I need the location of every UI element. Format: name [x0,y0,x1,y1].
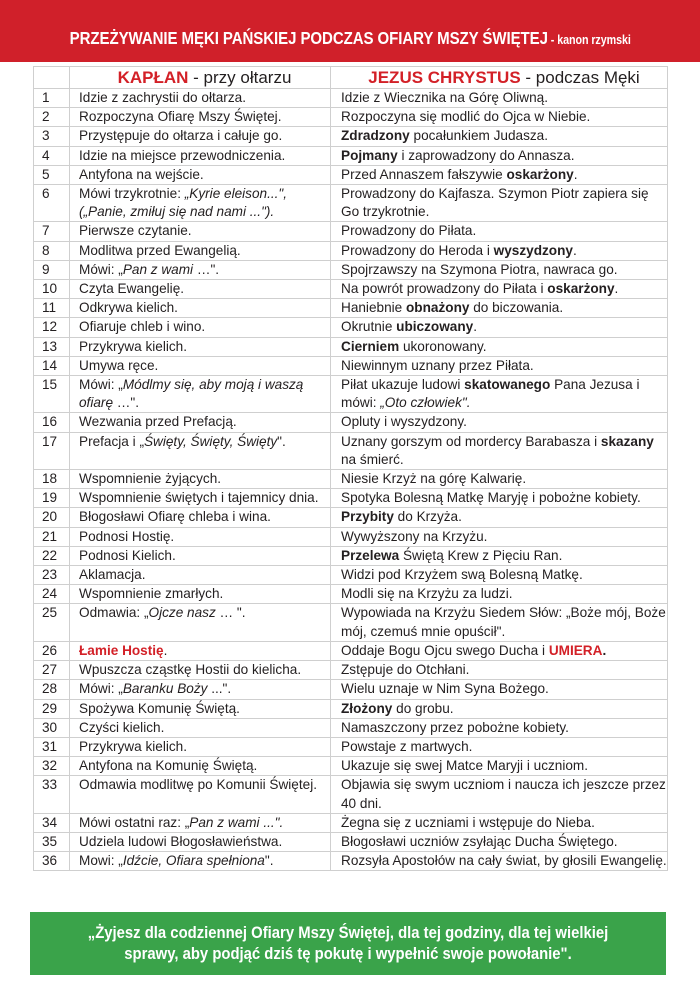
jesus-text-segment: Pojmany [341,147,398,163]
priest-action-cell [70,737,331,756]
priest-text-segment: Mówi ostatni raz: „ [79,814,190,830]
jesus-text-segment: . [602,642,607,658]
priest-action-cell [70,661,331,680]
jesus-action-cell [331,757,668,776]
row-number: 6 [34,185,70,222]
table-row [34,737,668,756]
priest-action-cell [70,260,331,279]
table-row [34,376,668,413]
jesus-text-segment: Przybity [341,509,394,525]
priest-text-segment: Antyfona na Komunię Świętą. [79,758,258,774]
jesus-text-segment: do Krzyża. [393,509,462,525]
page-title [69,14,630,49]
priest-action-cell [70,432,331,469]
table-row [34,127,668,146]
jesus-text-segment: Świętą Krew z Pięciu Ran. [399,547,563,563]
table-row [34,337,668,356]
priest-text-segment: Idzie z zachrystii do ołtarza. [79,90,246,105]
row-number: 31 [34,737,70,756]
jesus-text-segment: ubiczowany [396,319,474,335]
jesus-action-cell [331,185,668,222]
priest-action-cell [70,241,331,260]
jesus-action-cell [331,546,668,565]
jesus-action-cell [331,489,668,508]
priest-text-segment: Łamie Hostię [79,642,164,658]
jesus-text-segment: Błogosławi uczniów zsyłając Ducha Świętego. [341,833,618,849]
jesus-action-cell [331,146,668,165]
priest-action-cell [70,813,331,832]
priest-action-cell [70,318,331,337]
jesus-text-segment: Przed Annaszem fałszywie [341,166,507,182]
table-row [34,89,668,108]
jesus-action-cell [331,413,668,432]
priest-action-cell [70,356,331,375]
jesus-text-segment: Prowadzony do Heroda i [341,242,494,258]
priest-text-segment: Mówi: „ [79,681,123,697]
jesus-action-cell [331,165,668,184]
jesus-text-segment: Spojrzawszy na Szymona Piotra, nawraca go. [341,261,618,277]
table-row [34,508,668,527]
priest-action-cell [70,185,331,222]
row-number: 15 [34,376,70,413]
quote-banner [30,912,666,975]
priest-text-segment: Czyta Ewangelię. [79,281,185,297]
table-row [34,661,668,680]
priest-text-segment: Podnosi Hostię. [79,528,175,544]
priest-text-segment: Przystępuje do ołtarza i całuje go. [79,128,283,144]
table-header-row [34,67,668,89]
priest-text-segment: Pierwsze czytanie. [79,223,192,239]
priest-action-cell [70,508,331,527]
jesus-text-segment: Oddaje Bogu Ojcu swego Ducha i [341,642,549,658]
jesus-text-segment: . [572,242,577,258]
priest-text-segment: Podnosi Kielich. [79,547,176,563]
jesus-text-segment: Idzie z Wiecznika na Górę Oliwną. [341,90,549,105]
header-priest-cell [70,67,331,89]
priest-text-segment: Wpuszcza cząstkę Hostii do kielicha. [79,662,302,678]
mass-passion-table [33,66,668,871]
jesus-column-title: JEZUS CHRYSTUS [368,68,521,87]
priest-text-segment: Udziela ludowi Błogosławieństwa. [79,833,283,849]
priest-text-segment: Pan z wami [122,261,194,277]
jesus-text-segment: Cierniem [341,338,400,354]
jesus-action-cell [331,776,668,813]
priest-text-segment: Odmawia modlitwę po Komunii Świętej. [79,777,317,793]
jesus-text-segment: Wielu uznaje w Nim Syna Bożego. [341,681,549,697]
jesus-text-segment: pocałunkiem Judasza. [409,128,549,144]
priest-text-segment: Antyfona na wejście. [79,166,204,182]
jesus-text-segment: Rozpoczyna się modlić do Ojca w Niebie. [341,109,591,125]
jesus-action-cell [331,470,668,489]
priest-action-cell [70,566,331,585]
row-number: 19 [34,489,70,508]
jesus-text-segment: Prowadzony do Piłata. [341,223,477,239]
jesus-text-segment: na śmierć. [341,451,404,467]
priest-action-cell [70,832,331,851]
jesus-text-segment: Zdradzony [341,128,410,144]
table-row [34,146,668,165]
table-row [34,356,668,375]
priest-action-cell [70,757,331,776]
priest-text-segment: Odmawia: „ [79,605,149,621]
priest-text-segment: Wspomnienie żyjących. [79,471,222,487]
table-row [34,489,668,508]
table-row [34,852,668,871]
priest-text-segment: Rozpoczyna Ofiarę Mszy Świętej. [79,109,282,125]
priest-text-segment: Święty, Święty, Święty [143,433,278,449]
jesus-action-cell [331,337,668,356]
row-number: 23 [34,566,70,585]
row-number: 5 [34,165,70,184]
row-number: 27 [34,661,70,680]
priest-text-segment: Spożywa Komunię Świętą. [79,700,240,716]
row-number: 32 [34,757,70,776]
table-row [34,604,668,641]
priest-text-segment: Modlitwa przed Ewangelią. [79,242,241,258]
jesus-action-cell [331,527,668,546]
jesus-text-segment: Niesie Krzyż na górę Kalwarię. [341,471,527,487]
jesus-action-cell [331,699,668,718]
priest-text-segment: ". [277,433,286,449]
table-row [34,546,668,565]
jesus-text-segment: Rozsyła Apostołów na cały świat, by głosili Ewangelię. [341,853,667,869]
priest-text-segment: („Panie, zmiłuj się nad nami ..."). [79,204,275,220]
jesus-action-cell [331,376,668,413]
priest-action-cell [70,146,331,165]
jesus-text-segment: Pana Jezusa i mówi: [341,377,640,411]
header-num-cell [34,67,70,89]
jesus-action-cell [331,222,668,241]
row-number: 2 [34,108,70,127]
row-number: 22 [34,546,70,565]
row-number: 34 [34,813,70,832]
priest-action-cell [70,280,331,299]
jesus-action-cell [331,299,668,318]
priest-text-segment: Odkrywa kielich. [79,300,178,316]
table-row [34,832,668,851]
table-row [34,299,668,318]
table-row [34,241,668,260]
row-number: 21 [34,527,70,546]
priest-text-segment: Aklamacja. [79,567,146,583]
table-row [34,318,668,337]
priest-action-cell [70,108,331,127]
row-number: 12 [34,318,70,337]
table-row [34,185,668,222]
table-row [34,432,668,469]
row-number: 26 [34,641,70,660]
row-number: 14 [34,356,70,375]
jesus-text-segment: oskarżony [547,281,615,297]
jesus-action-cell [331,127,668,146]
row-number: 36 [34,852,70,871]
jesus-text-segment: obnażony [406,300,470,316]
priest-action-cell [70,89,331,108]
table-row [34,280,668,299]
row-number: 11 [34,299,70,318]
priest-action-cell [70,165,331,184]
jesus-action-cell [331,718,668,737]
jesus-text-segment: Złożony [341,700,393,716]
jesus-action-cell [331,508,668,527]
priest-text-segment: Mówi trzykrotnie: [79,186,185,202]
priest-action-cell [70,852,331,871]
priest-text-segment: Wspomnienie świętych i tajemnicy dnia. [79,490,319,506]
jesus-text-segment: Objawia się swym uczniom i naucza ich jeszcze przez 40 dni. [341,777,666,811]
priest-text-segment: „Kyrie eleison...", [184,186,288,202]
jesus-text-segment: Haniebnie [341,300,406,316]
jesus-text-segment: Okrutnie [341,319,397,335]
priest-action-cell [70,680,331,699]
jesus-text-segment: do grobu. [392,700,454,716]
jesus-text-segment: do biczowania. [469,300,564,316]
priest-text-segment: Idźcie, Ofiara spełniona [122,853,265,869]
row-number: 30 [34,718,70,737]
priest-text-segment: Umywa ręce. [79,357,159,373]
row-number: 1 [34,89,70,108]
jesus-action-cell [331,661,668,680]
footer-quote: „Żyjesz dla codziennej Ofiary Mszy Świętej, dla tej godziny, dla tej wielkiej sprawy, aby podjąć dziś tę pokutę i wypełnić swoje powołanie". [87,923,609,963]
priest-text-segment: Mowi: „ [79,853,123,869]
priest-action-cell [70,585,331,604]
table-row [34,757,668,776]
jesus-action-cell [331,241,668,260]
jesus-text-segment: Namaszczony przez pobożne kobiety. [341,719,569,735]
jesus-text-segment: Spotyka Bolesną Matkę Maryję i pobożne kobiety. [341,490,641,506]
priest-action-cell [70,337,331,356]
row-number: 9 [34,260,70,279]
priest-action-cell [70,376,331,413]
table-row [34,641,668,660]
table-row [34,165,668,184]
row-number: 8 [34,241,70,260]
priest-action-cell [70,604,331,641]
jesus-text-segment: Powstaje z martwych. [341,738,473,754]
jesus-text-segment: oskarżony [506,166,574,182]
jesus-action-cell [331,604,668,641]
jesus-text-segment: Żegna się z uczniami i wstępuje do Nieba. [341,814,595,830]
row-number: 24 [34,585,70,604]
jesus-text-segment: Modli się na Krzyżu za ludzi. [341,586,513,602]
jesus-text-segment: skazany [600,433,654,449]
jesus-text-segment: Ukazuje się swej Matce Maryji i uczniom. [341,758,589,774]
priest-text-segment: . [163,642,168,658]
priest-text-segment: Czyści kielich. [79,719,165,735]
priest-text-segment: Idzie na miejsce przewodniczenia. [79,147,286,163]
table-row [34,470,668,489]
priest-column-subtitle: - przy ołtarzu [188,68,292,87]
row-number: 35 [34,832,70,851]
jesus-text-segment: „Oto człowiek". [380,395,471,411]
table-row [34,108,668,127]
row-number: 10 [34,280,70,299]
priest-action-cell [70,699,331,718]
row-number: 4 [34,146,70,165]
jesus-text-segment: Piłat ukazuje ludowi [341,377,465,393]
priest-action-cell [70,222,331,241]
table-row [34,566,668,585]
jesus-text-segment: skatowanego [464,377,551,393]
priest-text-segment: ". [264,853,274,869]
priest-action-cell [70,776,331,813]
jesus-text-segment: Wypowiada na Krzyżu Siedem Słów: „Boże mój, Boże mój, czemuś mnie opuścił". [341,605,666,639]
jesus-action-cell [331,585,668,604]
priest-action-cell [70,718,331,737]
priest-text-segment: Błogosławi Ofiarę chleba i wina. [79,509,271,525]
jesus-action-cell [331,108,668,127]
jesus-action-cell [331,432,668,469]
jesus-text-segment: . [573,166,578,182]
priest-action-cell [70,299,331,318]
jesus-text-segment: Niewinnym uznany przez Piłata. [341,357,534,373]
table-row [34,222,668,241]
jesus-action-cell [331,737,668,756]
priest-text-segment: …". [113,395,139,411]
priest-text-segment: Przykrywa kielich. [79,738,188,754]
priest-text-segment: Wspomnienie zmarłych. [79,586,224,602]
jesus-action-cell [331,832,668,851]
jesus-text-segment: ukoronowany. [399,338,487,354]
priest-text-segment: Prefacja i „ [79,433,144,449]
table-body [34,67,668,871]
jesus-text-segment: Na powrót prowadzony do Piłata i [341,281,548,297]
title-main: PRZEŻYWANIE MĘKI PAŃSKIEJ PODCZAS OFIARY MSZY ŚWIĘTEJ [69,27,548,48]
priest-text-segment: Ofiaruje chleb i wino. [79,319,206,335]
jesus-text-segment: UMIERA [548,642,603,658]
priest-text-segment: Przykrywa kielich. [79,338,188,354]
table-row [34,813,668,832]
jesus-action-cell [331,260,668,279]
title-subtitle: - kanon rzymski [547,32,631,47]
jesus-text-segment: i zaprowadzony do Annasza. [397,147,575,163]
jesus-action-cell [331,641,668,660]
priest-text-segment: Baranku Boży [122,681,208,697]
jesus-text-segment: Widzi pod Krzyżem swą Bolesną Matkę. [341,567,583,583]
priest-action-cell [70,546,331,565]
row-number: 18 [34,470,70,489]
jesus-action-cell [331,852,668,871]
priest-text-segment: … ". [215,605,246,621]
table-row [34,699,668,718]
jesus-text-segment: Uznany gorszym od mordercy Barabasza i [341,433,601,449]
priest-action-cell [70,527,331,546]
priest-action-cell [70,413,331,432]
jesus-action-cell [331,566,668,585]
priest-text-segment: Mówi: „ [79,377,123,393]
jesus-text-segment: . [473,319,477,335]
priest-column-title: KAPŁAN [117,68,189,87]
jesus-column-subtitle: - podczas Męki [520,68,640,87]
priest-text-segment: …". [193,261,220,277]
row-number: 17 [34,432,70,469]
priest-action-cell [70,641,331,660]
table-row [34,776,668,813]
table-row [34,680,668,699]
table-row [34,718,668,737]
row-number: 3 [34,127,70,146]
row-number: 29 [34,699,70,718]
jesus-text-segment: . [614,281,619,297]
jesus-text-segment: wyszydzony [493,242,573,258]
priest-action-cell [70,489,331,508]
jesus-text-segment: Opluty i wyszydzony. [341,414,467,430]
jesus-action-cell [331,813,668,832]
row-number: 28 [34,680,70,699]
jesus-text-segment: Prowadzony do Kajfasza. Szymon Piotr zapiera się Go trzykrotnie. [341,186,649,220]
priest-text-segment: Módlmy się, aby moją i waszą ofiarę [79,377,304,411]
priest-action-cell [70,127,331,146]
table-row [34,527,668,546]
priest-action-cell [70,470,331,489]
priest-text-segment: ...". [207,681,232,697]
row-number: 13 [34,337,70,356]
title-banner [0,0,700,62]
jesus-action-cell [331,356,668,375]
row-number: 33 [34,776,70,813]
jesus-text-segment: Przelewa [341,547,400,563]
row-number: 25 [34,604,70,641]
header-jesus-cell [331,67,668,89]
priest-text-segment: Ojcze nasz [148,605,216,621]
jesus-action-cell [331,89,668,108]
table-row [34,585,668,604]
row-number: 20 [34,508,70,527]
jesus-action-cell [331,280,668,299]
table-row [34,413,668,432]
priest-text-segment: Wezwania przed Prefacją. [79,414,237,430]
priest-text-segment: Mówi: „ [79,261,123,277]
row-number: 16 [34,413,70,432]
table-row [34,260,668,279]
jesus-text-segment: Zstępuje do Otchłani. [341,662,470,678]
jesus-text-segment: Wywyższony na Krzyżu. [341,528,488,544]
jesus-action-cell [331,318,668,337]
row-number: 7 [34,222,70,241]
priest-text-segment: Pan z wami ...". [189,814,284,830]
jesus-action-cell [331,680,668,699]
